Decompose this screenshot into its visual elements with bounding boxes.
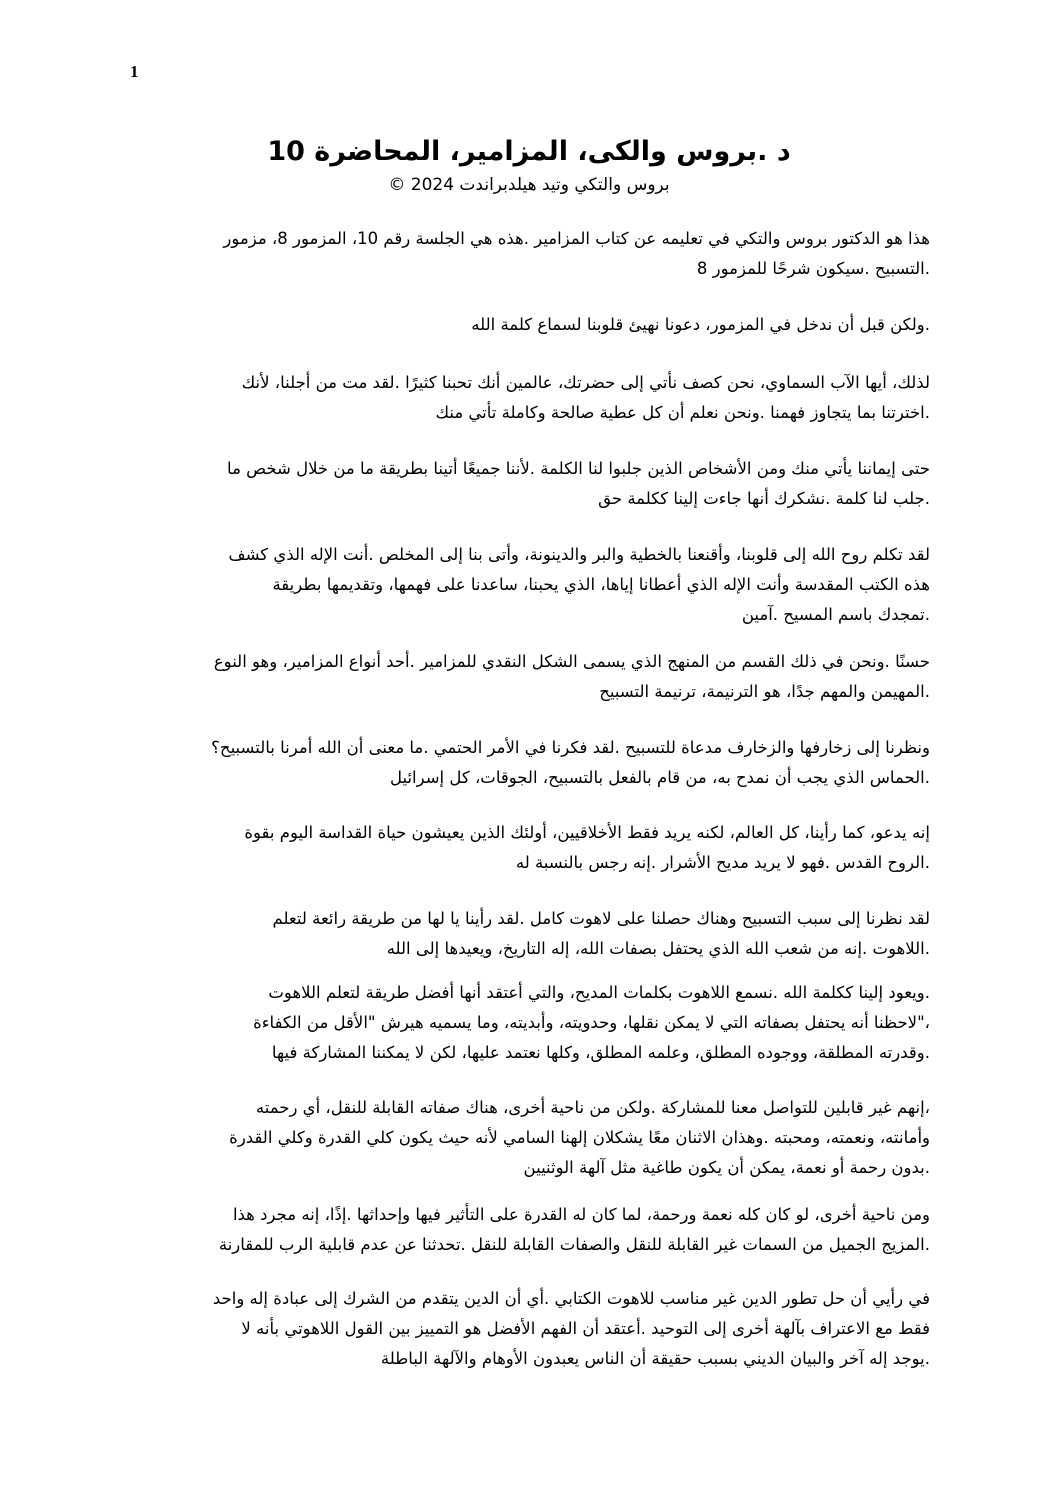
paragraph-line: في رأيي أن حل تطور الدين غير مناسب للاهوت الكتابي .أي أن الدين يتقدم من الشرك إلى عبادة إله واحد xyxy=(212,1289,930,1308)
paragraph xyxy=(150,368,930,428)
paragraph-line: ،"لاحظنا أنه يحتفل بصفاته التي لا يمكن نقلها، وحدويته، وأبديته، وما يسميه هيرش "الأقل من الكفاءة xyxy=(253,1013,930,1032)
paragraph xyxy=(150,818,930,878)
paragraph-line: حتى إيماننا يأتي منك ومن الأشخاص الذين جلبوا لنا الكلمة .لأننا جميعًا أتينا بطريقة ما من خلال شخص ما xyxy=(227,459,930,478)
paragraph-line: هذا هو الدكتور بروس والتكي في تعليمه عن كتاب المزامير .هذه هي الجلسة رقم 10، المزمور 8، مزمور xyxy=(223,229,930,248)
paragraph-line: .اللاهوت .إنه من شعب الله الذي يحتفل بصفات الله، إله التاريخ، ويعيدها إلى الله xyxy=(386,939,930,958)
paragraph-line: هذه الكتب المقدسة وأنت الإله الذي أعطانا إياها، الذي يحبنا، ساعدنا على فهمها، وتقديمها بطريقة xyxy=(272,575,930,594)
paragraph xyxy=(150,1093,930,1183)
paragraph-line: .بدون رحمة أو نعمة، يمكن أن يكون طاغية مثل آلهة الوثنيين xyxy=(523,1158,930,1177)
paragraph-line: ومن ناحية أخرى، لو كان كله نعمة ورحمة، لما كان له القدرة على التأثير فيها وإحداثها .إذًا، إنه مجرد هذا xyxy=(232,1205,930,1224)
paragraph-line: .الروح القدس .فهو لا يريد مديح الأشرار .إنه رجس بالنسبة له xyxy=(515,853,930,872)
paragraph xyxy=(150,1200,930,1260)
paragraph-line: .التسبيح .سيكون شرحًا للمزمور 8 xyxy=(696,259,930,278)
paragraph-line: .ولكن قبل أن ندخل في المزمور، دعونا نهيئ قلوبنا لسماع كلمة الله xyxy=(471,315,930,334)
paragraph xyxy=(150,540,930,630)
paragraph-line: .ويعود إلينا ككلمة الله .نسمع اللاهوت بكلمات المديح، والتي أعتقد أنها أفضل طريقة لتعلم اللاهوت xyxy=(268,983,930,1002)
paragraph-line: ،إنهم غير قابلين للتواصل معنا للمشاركة .ولكن من ناحية أخرى، هناك صفاته القابلة للنقل، أي رحمته xyxy=(255,1098,930,1117)
copyright-subtitle: بروس والتكي وتيد هيلدبراندت 2024 © xyxy=(388,175,670,195)
page-number: 1 xyxy=(130,62,139,81)
paragraph xyxy=(150,978,930,1068)
paragraph-line: لقد تكلم روح الله إلى قلوبنا، وأقنعنا بالخطية والبر والدينونة، وأتى بنا إلى المخلص .أنت الإله الذي كشف xyxy=(228,545,930,564)
paragraph-line: .وقدرته المطلقة، ووجوده المطلق، وعلمه المطلق، وكلها نعتمد عليها، لكن لا يمكننا المشاركة فيها xyxy=(271,1043,930,1062)
paragraph-line: فقط مع الاعتراف بآلهة أخرى إلى التوحيد .أعتقد أن الفهم الأفضل هو التمييز بين القول اللاهوتي بأنه لا xyxy=(241,1319,930,1338)
paragraph xyxy=(150,454,930,514)
paragraph-line: وأمانته، ونعمته، ومحبته .وهذان الاثنان معًا يشكلان إلهنا السامي لأنه حيث يكون كلي القدرة وكلي القدرة xyxy=(229,1128,930,1147)
paragraph-line: .جلب لنا كلمة .نشكرك أنها جاءت إلينا ككلمة حق xyxy=(598,489,930,508)
paragraph xyxy=(150,904,930,964)
paragraph-line: .الحماس الذي يجب أن نمدح به، من قام بالفعل بالتسبيح، الجوقات، كل إسرائيل xyxy=(389,768,930,787)
page-title: د .بروس والكى، المزامير، المحاضرة 10 xyxy=(267,136,791,167)
paragraph-line: .اخترتنا بما يتجاوز فهمنا .ونحن نعلم أن كل عطية صالحة وكاملة تأتي منك xyxy=(435,403,930,422)
paragraph xyxy=(150,647,930,707)
paragraph xyxy=(150,733,930,793)
paragraph-line: ونظرنا إلى زخارفها والزخارف مدعاة للتسبيح .لقد فكرنا في الأمر الحتمي .ما معنى أن الله أمرنا بالتسبيح؟ xyxy=(211,738,930,757)
paragraph xyxy=(150,1284,930,1374)
paragraph-line: لقد نظرنا إلى سبب التسبيح وهناك حصلنا على لاهوت كامل .لقد رأينا يا لها من طريقة رائعة لتعلم xyxy=(272,909,930,928)
paragraph-line: .يوجد إله آخر والبيان الديني بسبب حقيقة أن الناس يعبدون الأوهام والآلهة الباطلة xyxy=(380,1349,930,1368)
paragraph-line: لذلك، أيها الآب السماوي، نحن كصف نأتي إلى حضرتك، عالمين أنك تحبنا كثيرًا .لقد مت من أجلنا، لأنك xyxy=(241,373,930,392)
paragraph-line: حسنًا .ونحن في ذلك القسم من المنهج الذي يسمى الشكل النقدي للمزامير .أحد أنواع المزامير، وهو النوع xyxy=(213,652,930,671)
paragraph-line: إنه يدعو، كما رأينا، كل العالم، لكنه يريد فقط الأخلاقيين، أولئك الذين يعيشون حياة القداسة اليوم بقوة xyxy=(244,823,930,842)
paragraph-line: .المهيمن والمهم جدًا، هو الترنيمة، ترنيمة التسبيح xyxy=(599,682,930,701)
paragraph xyxy=(150,224,930,284)
paragraph xyxy=(150,310,930,340)
paragraph-line: .تمجدك باسم المسيح .آمين xyxy=(741,605,930,624)
paragraph-line: .المزيج الجميل من السمات غير القابلة للنقل والصفات القابلة للنقل .تحدثنا عن عدم قابلية الرب للمقارنة xyxy=(218,1235,930,1254)
